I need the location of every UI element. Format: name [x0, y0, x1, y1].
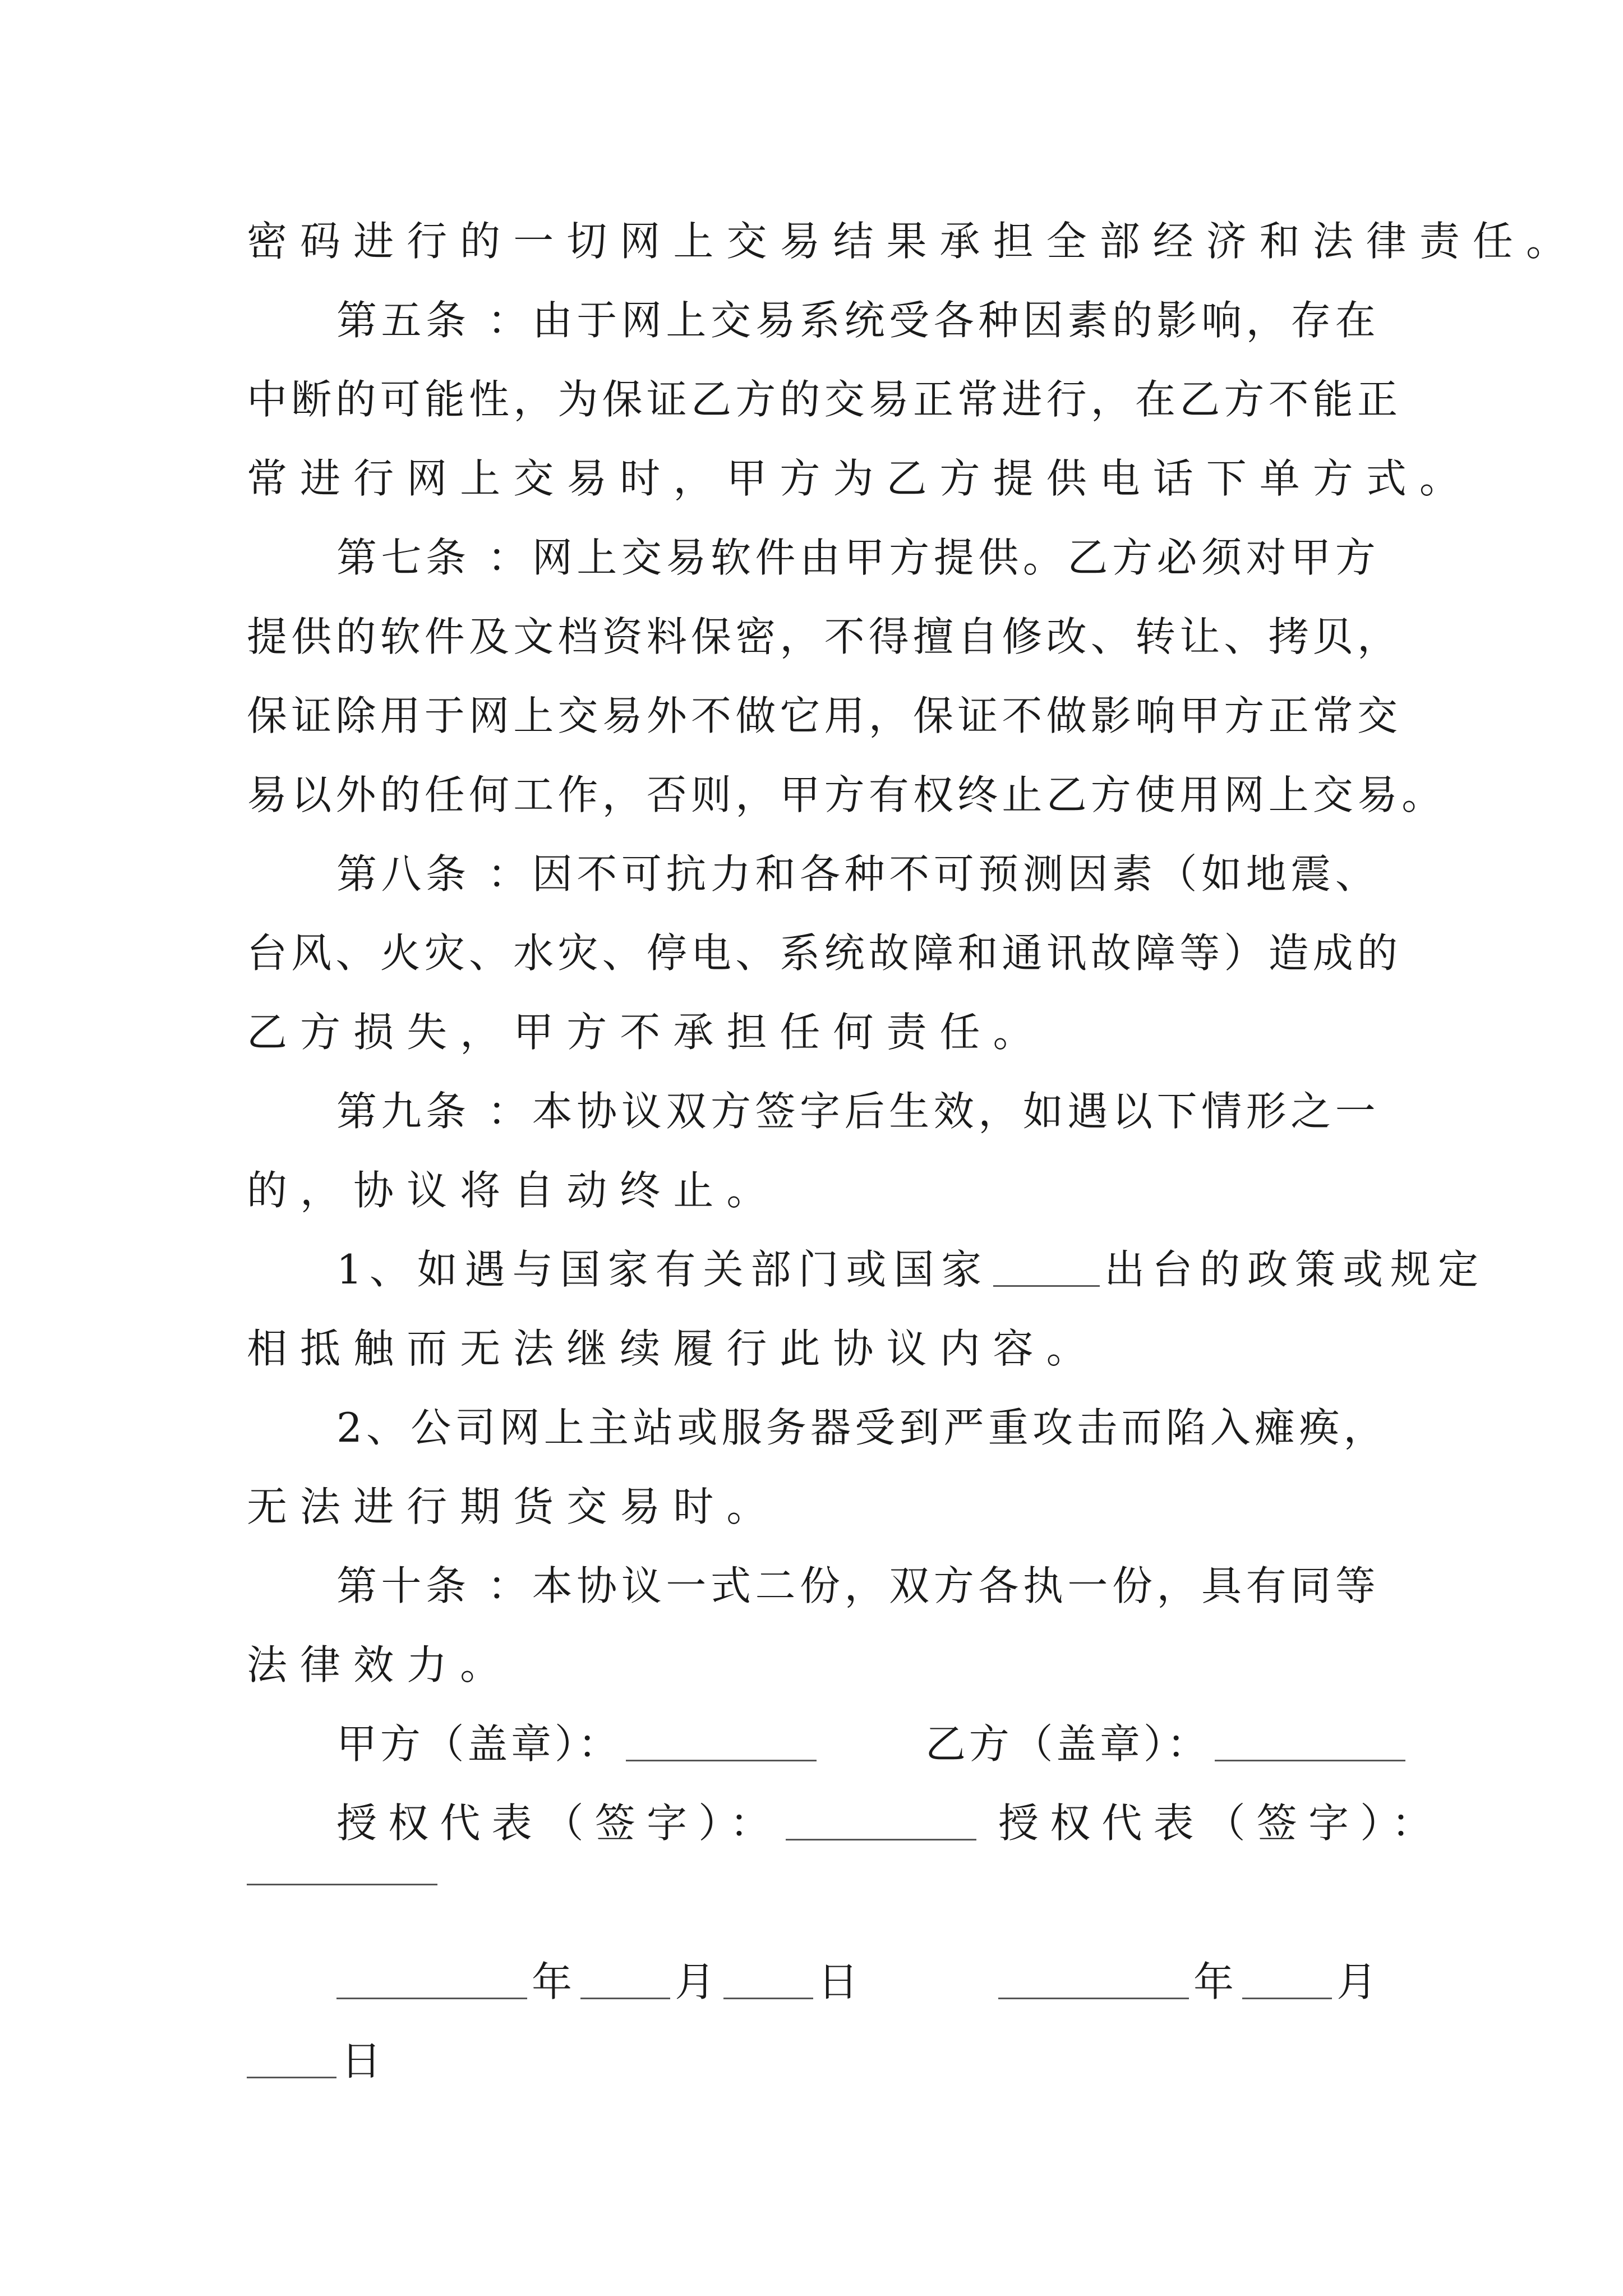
year-blank [998, 1957, 1189, 1999]
text-line: 的，协议将自动终止。 [247, 1167, 780, 1214]
party-b-seal-blank [1215, 1719, 1405, 1761]
text-line: 保证除用于网上交易外不做它用，保证不做影响甲方正常交 [247, 692, 1402, 739]
day-label: 日 [341, 2037, 393, 2085]
article-8-line: 第八条 ：因不可抗力和各种不可预测因素（如地震、 [336, 850, 1380, 898]
text-line: 台风、火灾、水灾、停电、系统故障和通讯故障等）造成的 [247, 930, 1402, 977]
month-label: 月 [1336, 1958, 1381, 2005]
party-a-seal-label: 甲方（盖章）： [336, 1720, 622, 1768]
article-10-line: 第十条 ：本协议一式二份，双方各执一份，具有同等 [336, 1562, 1380, 1609]
party-b-rep [998, 1781, 1443, 1865]
party-a-rep [336, 1781, 981, 1865]
party-a-rep-label: 授权代表（签字）： [336, 1800, 782, 1847]
text-line: 常进行网上交易时，甲方为乙方提供电话下单方式。 [247, 455, 1473, 502]
party-b-rep-blank [247, 1884, 437, 1885]
party-a-rep-blank [786, 1798, 976, 1841]
text-line: 中断的可能性，为保证乙方的交易正常进行，在乙方不能正 [247, 376, 1402, 423]
fill-blank [993, 1245, 1100, 1287]
party-b-date [998, 1940, 1381, 2024]
article-7-line: 第七条 ：网上交易软件由甲方提供。乙方必须对甲方 [336, 534, 1380, 581]
text-line: 易以外的任何工作，否则，甲方有权终止乙方使用网上交易。 [247, 771, 1446, 818]
day-label: 日 [818, 1958, 863, 2005]
day-blank [723, 1957, 813, 1999]
article-9-line: 第九条 ：本协议双方签字后生效，如遇以下情形之一 [336, 1088, 1380, 1135]
text-line: 法律效力。 [247, 1641, 514, 1688]
party-a-seal-blank [626, 1719, 817, 1761]
clause-1-text-a: 1、如遇与国家有关部门或国家 [336, 1246, 989, 1293]
party-a-seal [336, 1702, 821, 1786]
party-b-date-day [247, 2019, 393, 2103]
text-line: 提供的软件及文档资料保密，不得擅自修改、转让、拷贝， [247, 613, 1402, 660]
month-blank [580, 1957, 670, 1999]
party-a-date [336, 1940, 863, 2024]
year-blank [336, 1957, 527, 1999]
month-blank [1242, 1957, 1332, 1999]
article-5-line: 第五条 ：由于网上交易系统受各种因素的影响，存在 [336, 297, 1380, 344]
party-b-rep-label: 授权代表（签字）： [998, 1800, 1444, 1847]
day-blank [247, 2036, 336, 2078]
text-line: 相抵触而无法继续履行此协议内容。 [247, 1325, 1100, 1372]
party-b-seal [925, 1702, 1410, 1786]
year-label: 年 [532, 1958, 577, 2005]
party-b-seal-label: 乙方（盖章）： [925, 1720, 1211, 1768]
year-label: 年 [1193, 1958, 1238, 2005]
clause-2-line: 2、公司网上主站或服务器受到严重攻击而陷入瘫痪， [336, 1404, 1388, 1451]
clause-1-text-b: 出台的政策或规定 [1104, 1246, 1486, 1293]
text-line: 乙方损失，甲方不承担任何责任。 [247, 1009, 1046, 1056]
text-line: 无法进行期货交易时。 [247, 1483, 780, 1530]
month-label: 月 [675, 1958, 720, 2005]
text-line: 密码进行的一切网上交易结果承担全部经济和法律责任。 [247, 218, 1580, 265]
clause-1-line [336, 1227, 1486, 1312]
